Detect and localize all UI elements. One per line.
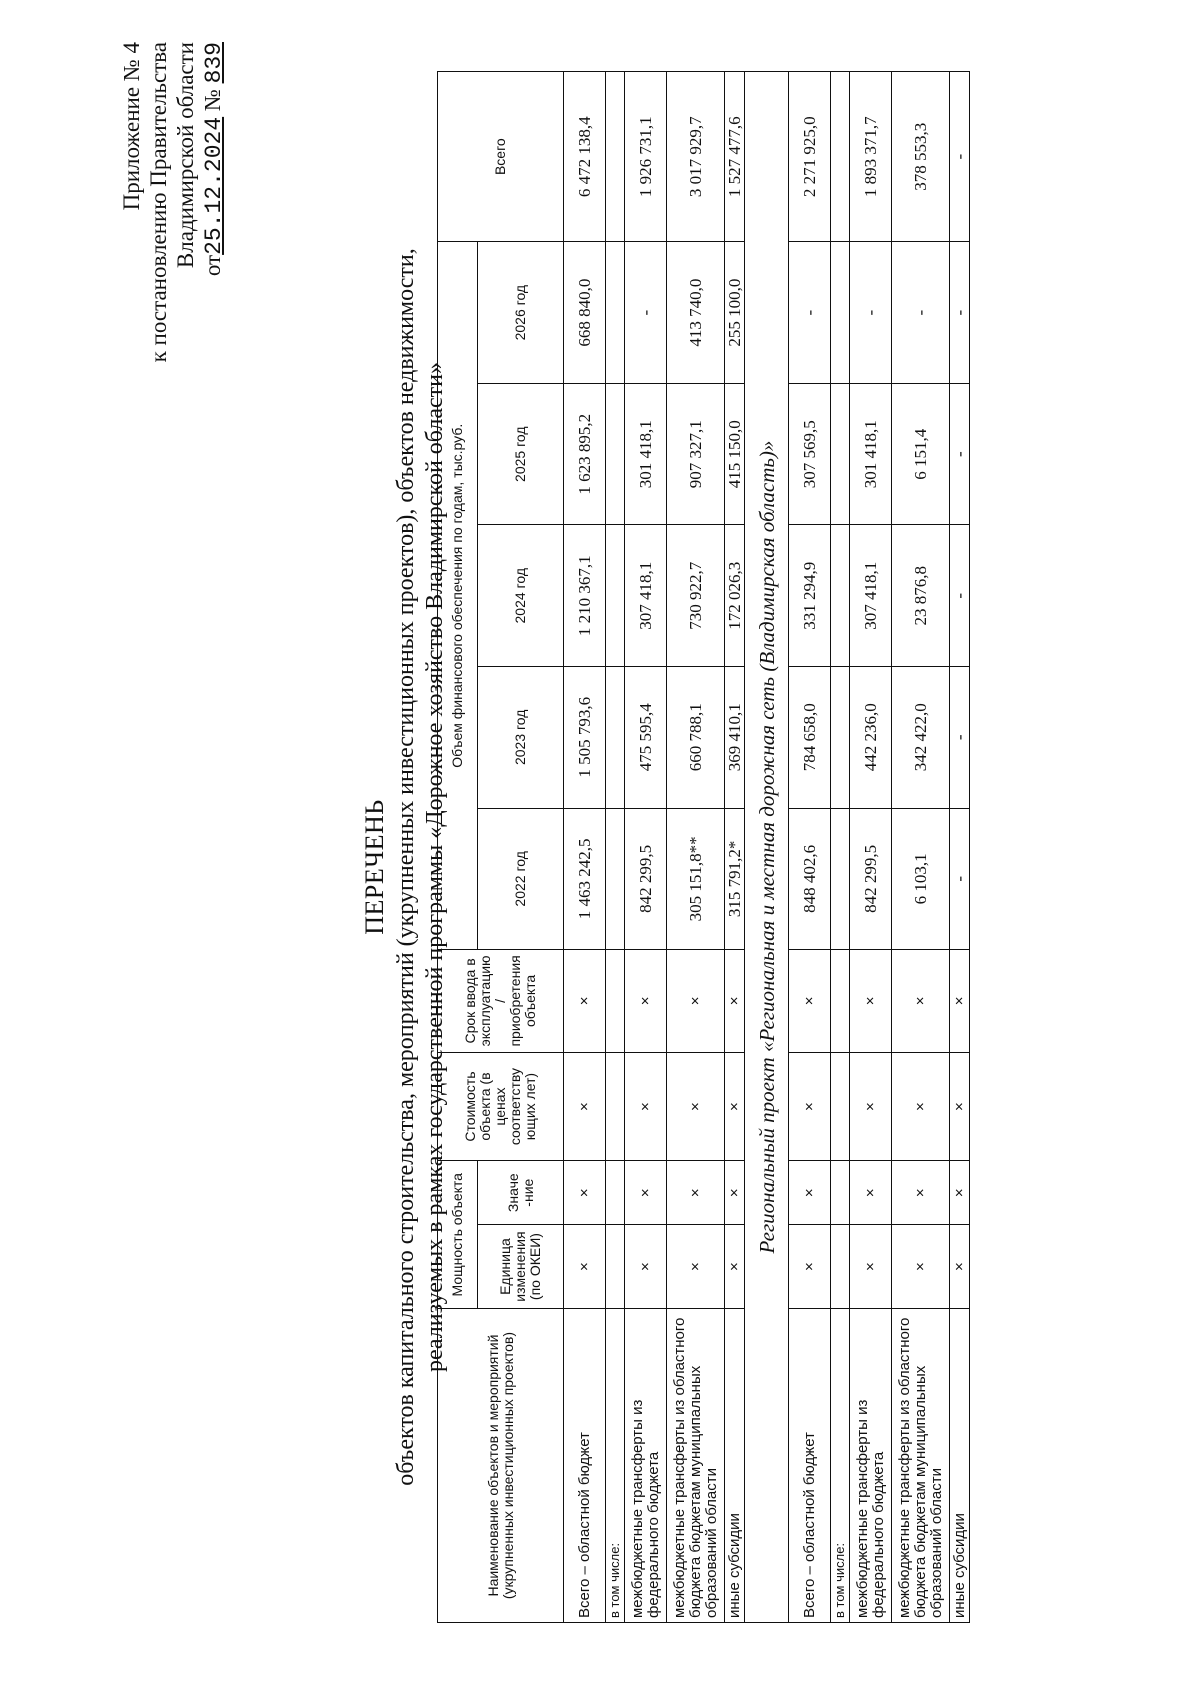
cell-unit: × [625,1225,667,1309]
document-heading: ПЕРЕЧЕНЬ [360,799,389,935]
row-name: Всего – областной бюджет [789,1309,831,1623]
table-row [564,72,606,1623]
date-prefix: от [200,254,225,277]
header-year-2025: 2025 год [478,383,564,525]
header-unit: Единица изменения (по ОКЕИ) [478,1225,564,1309]
cell-value: × [564,1161,606,1225]
appendix-block [118,42,228,642]
appendix-line1: Приложение № 4 [119,42,144,211]
cell-value: × [789,1161,831,1225]
header-term: Срок ввода в эксплуатацию / приобретения объекта [438,950,564,1053]
table-row [831,72,850,1623]
cell-unit: × [789,1225,831,1309]
table-row [850,72,892,1623]
cell-2022: 305 151,8** [667,808,725,950]
cell-2023: 369 410,1 [725,667,745,809]
row-name: межбюджетные трансферты из федерального бюджета [625,1309,667,1623]
cell-term: × [850,950,892,1053]
cell-2024: 307 418,1 [625,525,667,667]
cell-2025: 1 623 895,2 [564,383,606,525]
cell-2024: - [950,525,970,667]
objects-table [437,71,970,1623]
cell-total: 1 527 477,6 [725,72,745,242]
cell-2023: 784 658,0 [789,667,831,809]
cell-unit: × [892,1225,950,1309]
appendix-date-line [199,42,228,642]
cell-2026: - [892,242,950,384]
cell-2024: 331 294,9 [789,525,831,667]
cell-2026: 413 740,0 [667,242,725,384]
document-subtitle-line1: объектов капитального строительства, мероприятий (укрупненных инвестиционных проектов), объектов недвижимости, [393,248,419,1486]
cell-2022: 842 299,5 [850,808,892,950]
number-prefix: № [200,89,225,112]
cell-2024: 1 210 367,1 [564,525,606,667]
decree-number: 839 [201,42,227,84]
row-name: Всего – областной бюджет [564,1309,606,1623]
cell-2023: 660 788,1 [667,667,725,809]
cell-total: - [950,72,970,242]
row-name: иные субсидии [950,1309,970,1623]
header-value: Значе -ние [478,1161,564,1225]
cell-cost: × [892,1052,950,1161]
cell-unit: × [850,1225,892,1309]
table-row [789,72,831,1623]
cell-cost: × [564,1052,606,1161]
cell-total: 1 926 731,1 [625,72,667,242]
appendix-line2: к постановлению Правительства [146,42,171,363]
cell-2026: 668 840,0 [564,242,606,384]
cell-cost: × [667,1052,725,1161]
cell-2025: - [950,383,970,525]
document-subtitle-line2: реализуемых в рамках государственной программы «Дорожное хозяйство Владимирской области» [422,361,448,1373]
cell-unit: × [725,1225,745,1309]
cell-cost: × [950,1052,970,1161]
cell-2022: - [950,808,970,950]
cell-2022: 6 103,1 [892,808,950,950]
cell-value: × [625,1161,667,1225]
cell-value: × [725,1161,745,1225]
cell-2026: - [850,242,892,384]
appendix-line3: Владимирской области [173,42,198,269]
cell-cost: × [625,1052,667,1161]
row-name: межбюджетные трансферты из областного бюджета бюджетам муниципальных образований области [892,1309,950,1623]
project-row [745,72,789,1623]
cell-2025: 415 150,0 [725,383,745,525]
cell-2022: 848 402,6 [789,808,831,950]
table-row [606,72,625,1623]
table-row [625,72,667,1623]
row-name: иные субсидии [725,1309,745,1623]
header-year-2026: 2026 год [478,242,564,384]
cell-2023: 342 422,0 [892,667,950,809]
cell-unit: × [667,1225,725,1309]
cell-total: 2 271 925,0 [789,72,831,242]
cell-2022: 315 791,2* [725,808,745,950]
cell-2024: 23 876,8 [892,525,950,667]
table-row [667,72,725,1623]
header-funding: Объем финансового обеспечения по годам, тыс.руб. [438,242,478,950]
cell-term: × [667,950,725,1053]
cell-unit: × [950,1225,970,1309]
header-total: Всего [438,72,564,242]
cell-term: × [892,950,950,1053]
cell-2026: - [625,242,667,384]
cell-2026: - [789,242,831,384]
table-row [892,72,950,1623]
header-capacity: Мощность объекта [438,1161,478,1309]
cell-value: × [950,1161,970,1225]
cell-2023: - [950,667,970,809]
cell-2025: 301 418,1 [625,383,667,525]
cell-total: 3 017 929,7 [667,72,725,242]
cell-cost: × [789,1052,831,1161]
cell-term: × [789,950,831,1053]
cell-2023: 1 505 793,6 [564,667,606,809]
cell-cost: × [725,1052,745,1161]
cell-2023: 442 236,0 [850,667,892,809]
header-year-2022: 2022 год [478,808,564,950]
header-name: Наименование объектов и мероприятий (укрупненных инвестиционных проектов) [438,1309,564,1623]
cell-term: × [564,950,606,1053]
cell-total: 378 553,3 [892,72,950,242]
cell-value: × [850,1161,892,1225]
table-row [950,72,970,1623]
cell-2022: 842 299,5 [625,808,667,950]
row-name: в том числе: [606,1309,625,1623]
row-name: межбюджетные трансферты из федерального бюджета [850,1309,892,1623]
cell-value: × [892,1161,950,1225]
cell-term: × [725,950,745,1053]
cell-2023: 475 595,4 [625,667,667,809]
cell-2026: - [950,242,970,384]
cell-2025: 307 569,5 [789,383,831,525]
cell-term: × [950,950,970,1053]
header-year-2023: 2023 год [478,667,564,809]
cell-cost: × [850,1052,892,1161]
cell-total: 6 472 138,4 [564,72,606,242]
row-name: в том числе: [831,1309,850,1623]
cell-unit: × [564,1225,606,1309]
decree-date: 25.12.2024 [201,116,227,255]
cell-2025: 301 418,1 [850,383,892,525]
cell-2025: 907 327,1 [667,383,725,525]
header-cost: Стоимость объекта (в ценах соответству ющих лет) [438,1052,564,1161]
cell-2026: 255 100,0 [725,242,745,384]
cell-term: × [625,950,667,1053]
cell-total: 1 893 371,7 [850,72,892,242]
table-row [725,72,745,1623]
cell-value: × [667,1161,725,1225]
cell-2024: 307 418,1 [850,525,892,667]
cell-2024: 172 026,3 [725,525,745,667]
row-name: межбюджетные трансферты из областного бюджета бюджетам муниципальных образований области [667,1309,725,1623]
cell-2022: 1 463 242,5 [564,808,606,950]
cell-2024: 730 922,7 [667,525,725,667]
cell-2025: 6 151,4 [892,383,950,525]
header-year-2024: 2024 год [478,525,564,667]
project-title: Региональный проект «Региональная и местная дорожная сеть (Владимирская область)» [745,72,789,1623]
